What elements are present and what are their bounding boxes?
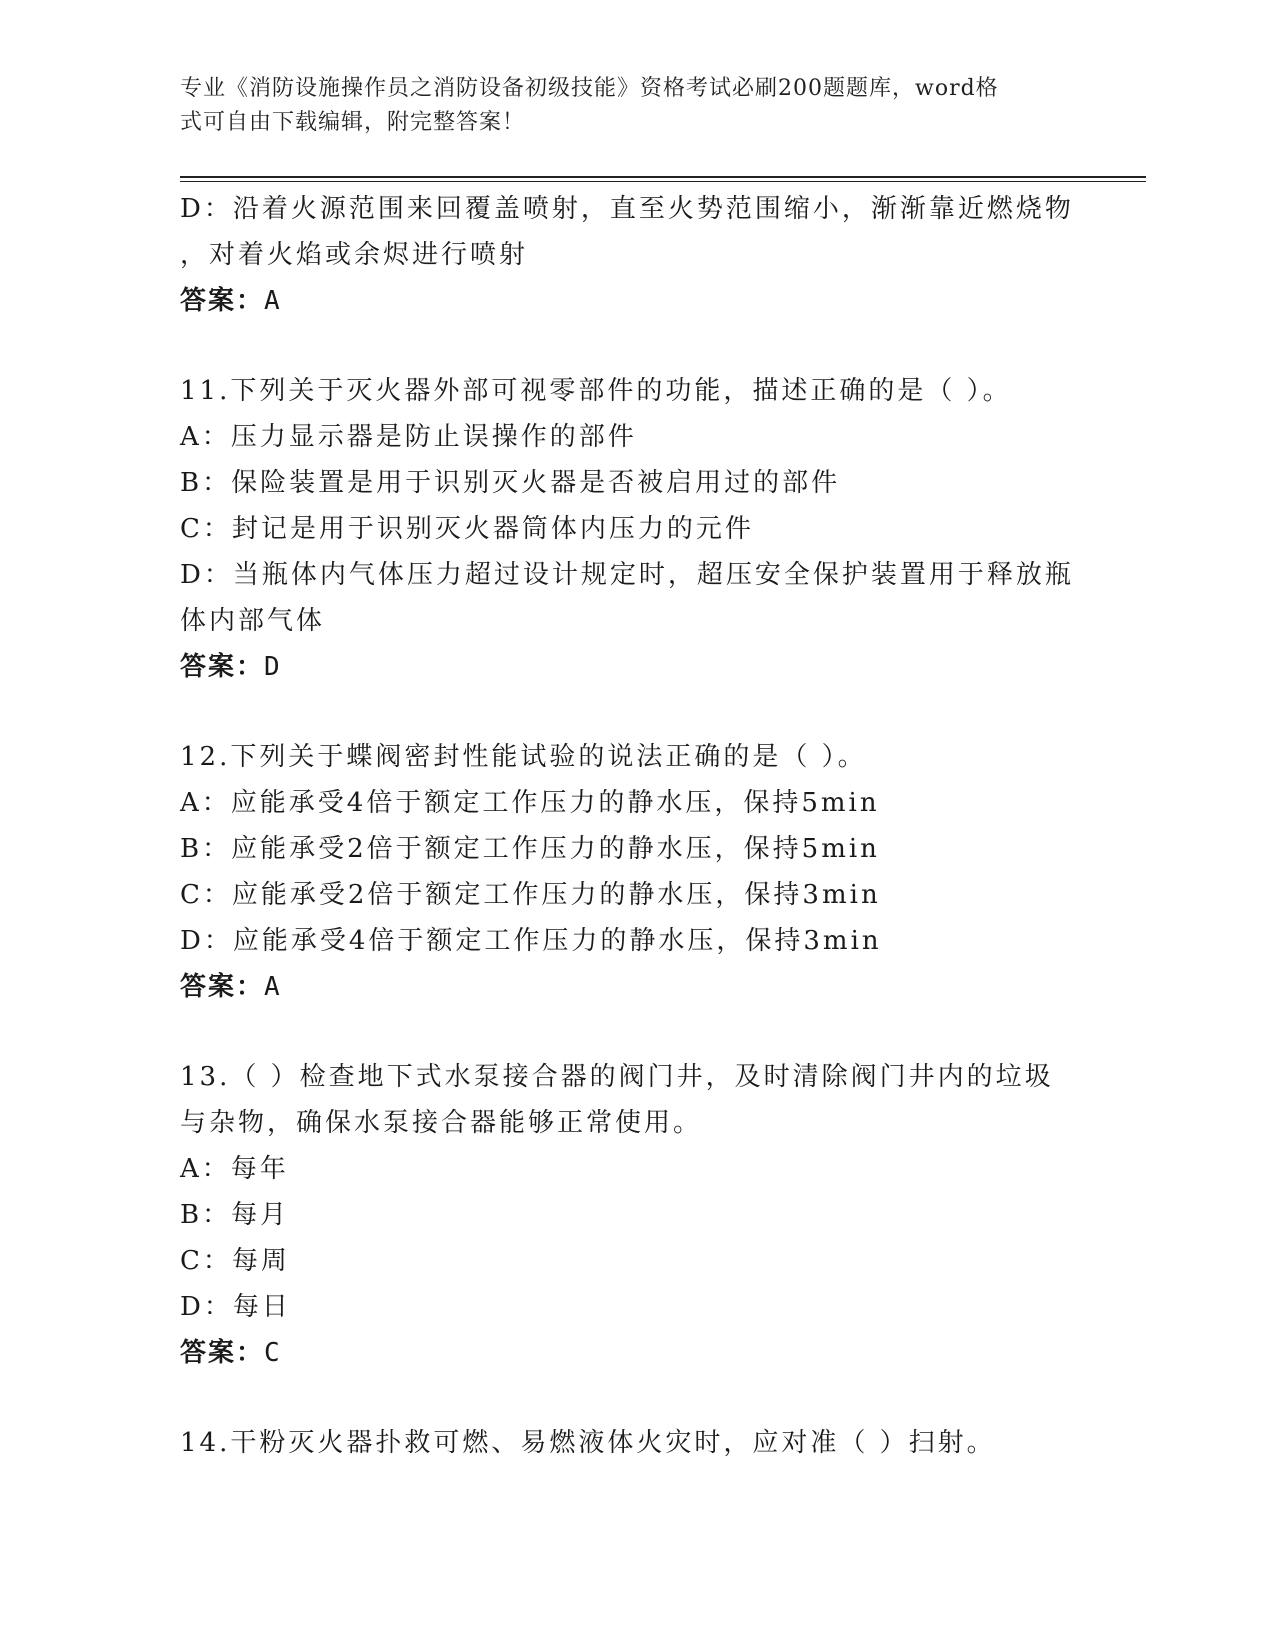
answer-value: A: [264, 286, 282, 316]
question-block: [180, 368, 1080, 690]
option-c: C：每周: [180, 1246, 290, 1276]
document-header: [180, 72, 1060, 140]
option-d-continued: 体内部气体: [180, 606, 326, 636]
answer-value: C: [264, 1338, 282, 1368]
option-b: B：每月: [180, 1200, 290, 1230]
question-stem: 11.下列关于灭火器外部可视零部件的功能，描述正确的是（ ）。: [180, 376, 1012, 406]
option-d-continued: ，对着火焰或余烬进行喷射: [180, 240, 529, 270]
option-d: D：应能承受4倍于额定工作压力的静水压，保持3min: [180, 926, 882, 956]
question-stem: 14.干粉灭火器扑救可燃、易燃液体火灾时，应对准（ ）扫射。: [180, 1428, 996, 1458]
option-d: D：每日: [180, 1292, 291, 1322]
answer-line: [180, 964, 1080, 1010]
answer-line: [180, 278, 1080, 324]
question-block: [180, 1054, 1080, 1376]
answer-value: D: [264, 652, 282, 682]
question-stem: 12.下列关于蝶阀密封性能试验的说法正确的是（ ）。: [180, 742, 867, 772]
header-line-1: 专业《消防设施操作员之消防设备初级技能》资格考试必刷200题题库，word格: [180, 76, 999, 101]
answer-line: [180, 644, 1080, 690]
option-d: D：沿着火源范围来回覆盖喷射，直至火势范围缩小，渐渐靠近燃烧物: [180, 194, 1074, 224]
answer-label: 答案：: [180, 286, 265, 316]
option-b: B：保险装置是用于识别灭火器是否被启用过的部件: [180, 468, 841, 498]
option-a: A：每年: [180, 1154, 289, 1184]
option-c: C：封记是用于识别灭火器筒体内压力的元件: [180, 514, 754, 544]
header-rule-thick: [180, 176, 1146, 178]
question-block: [180, 1420, 1080, 1466]
question-list: [180, 186, 1080, 1466]
header-line-2: 式可自由下载编辑，附完整答案！: [180, 110, 526, 135]
answer-value: A: [264, 972, 282, 1002]
option-b: B：应能承受2倍于额定工作压力的静水压，保持5min: [180, 834, 880, 864]
option-c: C：应能承受2倍于额定工作压力的静水压，保持3min: [180, 880, 881, 910]
option-a: A：应能承受4倍于额定工作压力的静水压，保持5min: [180, 788, 880, 818]
answer-label: 答案：: [180, 1338, 265, 1368]
header-rule-thin: [180, 181, 1146, 182]
question-block: [180, 734, 1080, 1010]
option-d: D：当瓶体内气体压力超过设计规定时，超压安全保护装置用于释放瓶: [180, 560, 1074, 590]
question-block: [180, 186, 1080, 324]
option-a: A：压力显示器是防止误操作的部件: [180, 422, 637, 452]
answer-label: 答案：: [180, 972, 265, 1002]
question-stem-continued: 与杂物，确保水泵接合器能够正常使用。: [180, 1108, 703, 1138]
answer-label: 答案：: [180, 652, 265, 682]
question-stem: 13.（ ）检查地下式水泵接合器的阀门井，及时清除阀门井内的垃圾: [180, 1062, 1054, 1092]
answer-line: [180, 1330, 1080, 1376]
